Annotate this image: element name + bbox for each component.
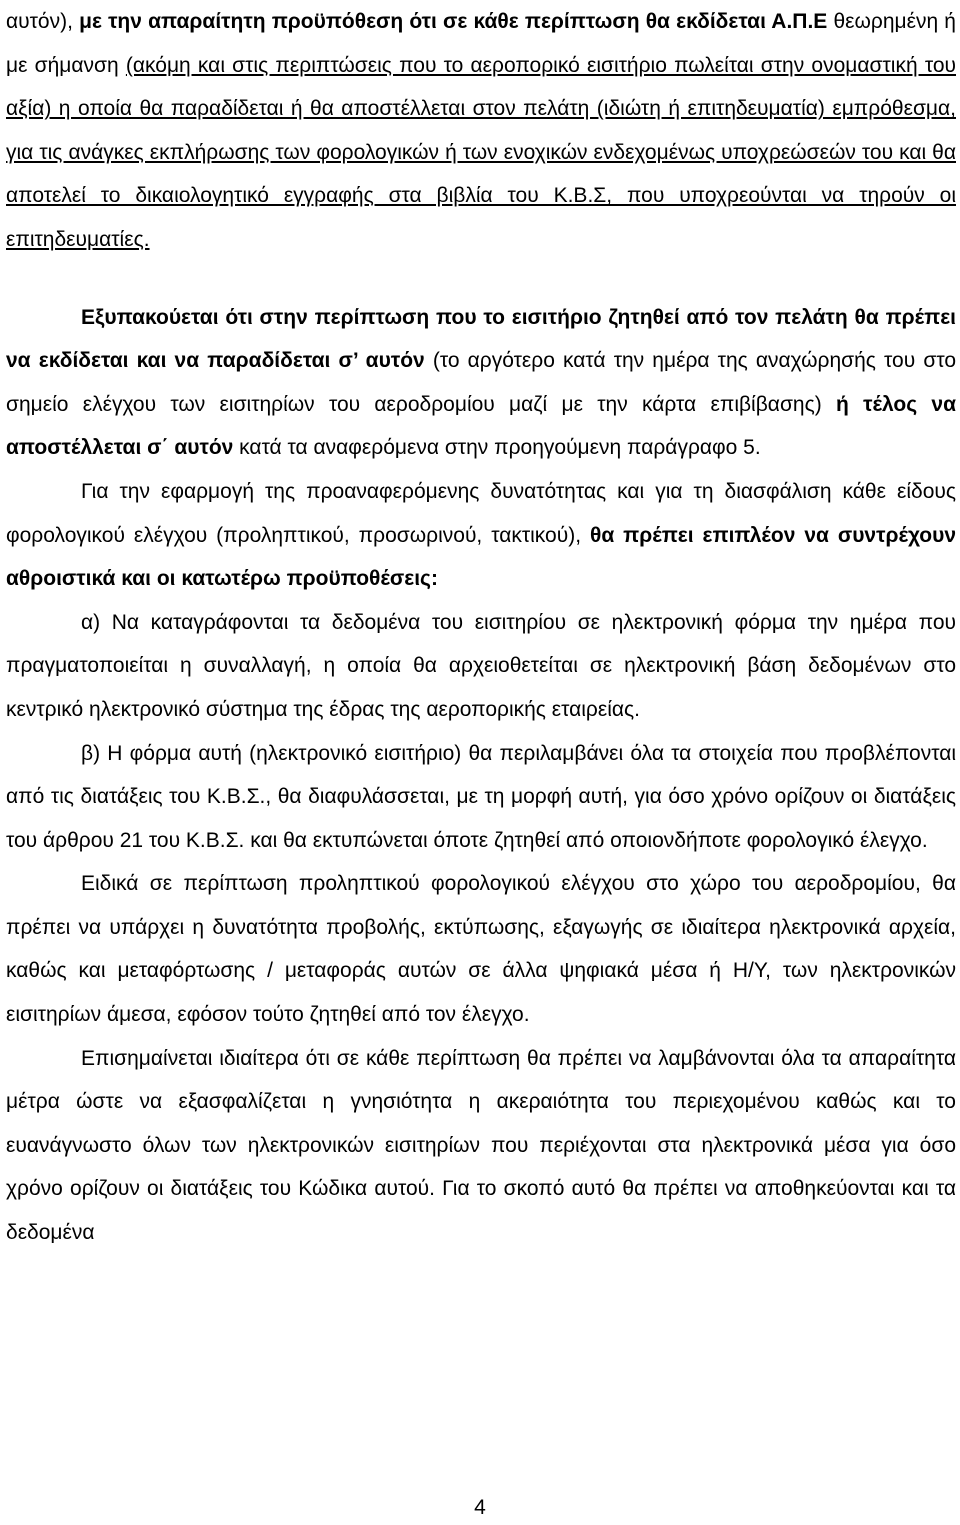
text-run: θεωρημένη ή με σήμανση [6, 10, 956, 77]
text-run: (το αργότερο κατά την ημέρα της αναχώρησής του στο σημείο ελέγχου των εισιτηρίων του αεροδρομίου μαζί με την κάρτα επιβίβασης) [6, 349, 956, 416]
paragraph-continuation [6, 0, 956, 262]
paragraph-conditions-intro [6, 470, 956, 601]
paragraph-condition-a: α) Να καταγράφονται τα δεδομένα του εισιτηρίου σε ηλεκτρονική φόρμα την ημέρα που πραγματοποιείται η συναλλαγή, η οποία θα αρχειοθετείται σε ηλεκτρονική βάση δεδομένων στο κεντρικό ηλεκτρονικό σύστημα της έδρας της αεροπορικής εταιρείας. [6, 610, 956, 721]
paragraph-condition-b: β) Η φόρμα αυτή (ηλεκτρονικό εισιτήριο) θα περιλαμβάνει όλα τα στοιχεία που προβλέπονται από τις διατάξεις του Κ.Β.Σ., θα διαφυλάσσεται, με τη μορφή αυτή, για όσο χρόνο ορίζουν οι διατάξεις του άρθρου 21 του Κ.Β.Σ. και θα εκτυπώνεται όποτε ζητηθεί από οποιονδήποτε φορολογικό έλεγχο. [6, 741, 956, 852]
bold-run: θα πρέπει επιπλέον να συντρέχουν αθροιστικά και οι κατωτέρω προϋποθέσεις: [6, 523, 957, 591]
document-page [6, 0, 956, 1255]
paragraph-airport-inspection: Ειδικά σε περίπτωση προληπτικού φορολογικού ελέγχου στο χώρο του αεροδρομίου, θα πρέπει να υπάρχει η δυνατότητα προβολής, εκτύπωσης, εξαγωγής σε ιδιαίτερα ηλεκτρονικά αρχεία, καθώς και μεταφόρτωσης / μεταφοράς αυτών σε άλλα ψηφιακά μέσα ή Η/Υ, των ηλεκτρονικών εισιτηρίων άμεσα, εφόσον τούτο ζητηθεί από τον έλεγχο. [6, 872, 956, 1027]
bold-run: ή τέλος να αποστέλλεται σ΄ αυτόν [6, 392, 957, 460]
paragraph-integrity-measures: Επισημαίνεται ιδιαίτερα ότι σε κάθε περίπτωση θα πρέπει να λαμβάνονται όλα τα απαραίτητα μέτρα ώστε να εξασφαλίζεται η γνησιότητα η ακεραιότητα του περιεχομένου καθώς και το ευανάγνωστο όλων των ηλεκτρονικών εισιτηρίων που περιέχονται στα ηλεκτρονικά μέσα για όσο χρόνο ορίζουν οι διατάξεις του Κώδικα αυτού. Για το σκοπό αυτό θα πρέπει να αποθηκεύονται και τα δεδομένα [6, 1046, 956, 1245]
paragraph-ticket-request [6, 296, 956, 470]
text-run: αυτόν), [6, 10, 80, 33]
bold-run: με την απαραίτητη προϋπόθεση ότι σε κάθε περίπτωση θα εκδίδεται Α.Π.Ε [79, 10, 828, 33]
bold-run: Εξυπακούεται ότι στην περίπτωση που το εισιτήριο ζητηθεί από τον πελάτη θα πρέπει να εκδίδεται και να παραδίδεται σ’ αυτόν [6, 305, 956, 373]
page-number: 4 [474, 1496, 486, 1519]
text-run: κατά τα αναφερόμενα στην προηγούμενη παράγραφο 5. [233, 436, 761, 460]
paragraph-spacer [6, 262, 956, 296]
underlined-run: (ακόμη και στις περιπτώσεις που το αεροπορικό εισιτήριο πωλείται στην ονομαστική του αξία) η οποία θα παραδίδεται ή θα αποστέλλεται στον πελάτη (ιδιώτη ή επιτηδευματία) εμπρόθεσμα, για τις ανάγκες εκπλήρωσης των φορολογικών ή των ενοχικών ενδεχομένως υποχρεώσεών του και θα αποτελεί το δικαιολογητικό εγγραφής στα βιβλία του Κ.Β.Σ, που υποχρεούνται να τηρούν οι επιτηδευματίες. [6, 53, 956, 251]
text-run: Για την εφαρμογή της προαναφερόμενης δυνατότητας και για τη διασφάλιση κάθε είδους φορολογικού ελέγχου (προληπτικού, προσωρινού, τακτικού), [6, 479, 956, 547]
